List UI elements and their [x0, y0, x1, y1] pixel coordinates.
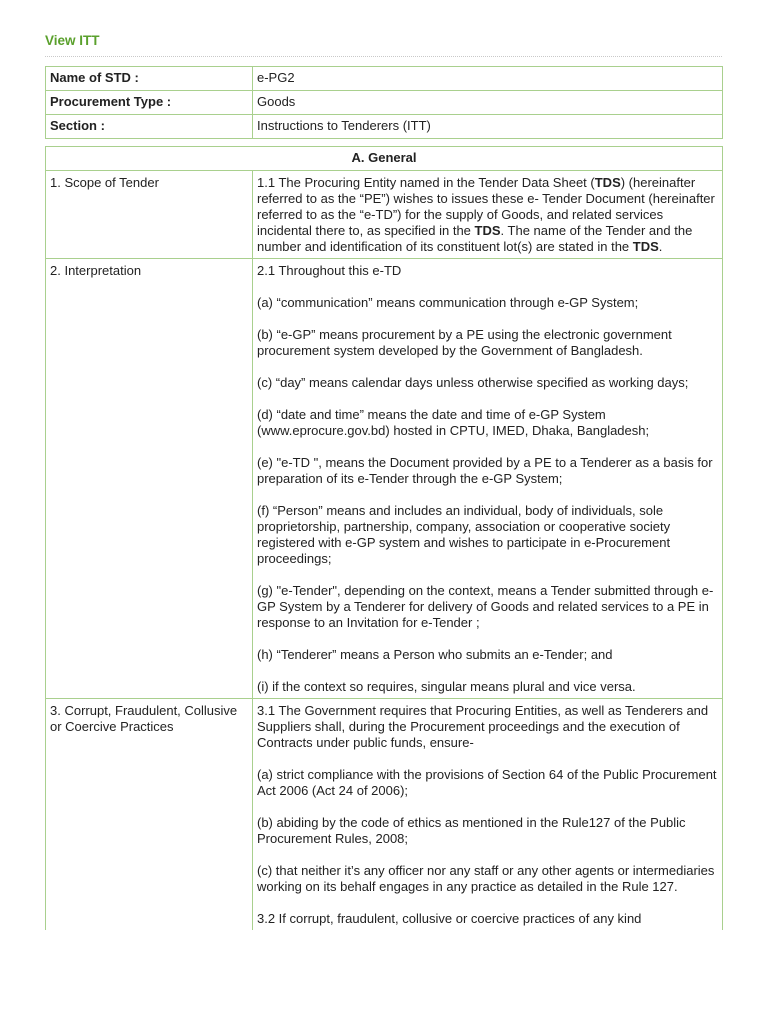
section-value: Instructions to Tenderers (ITT)	[253, 115, 723, 139]
std-name-label: Name of STD :	[46, 67, 253, 91]
table-row	[46, 67, 723, 91]
clause-label: 3. Corrupt, Fraudulent, Collusive or Coercive Practices	[46, 699, 253, 931]
paragraph: (e) "e-TD ", means the Document provided by a PE to a Tenderer as a basis for preparation of its e-Tender through the e-GP System;	[257, 455, 713, 486]
paragraph: 3.1 The Government requires that Procuring Entities, as well as Tenderers and Suppliers shall, during the Procurement proceedings and the execution of Contracts under public funds, ensure-	[257, 703, 709, 750]
paragraph: 3.2 If corrupt, fraudulent, collusive or coercive practices of any kind	[257, 911, 642, 926]
paragraph: (i) if the context so requires, singular means plural and vice versa.	[257, 679, 636, 694]
paragraph: (b) “e-GP” means procurement by a PE using the electronic government procurement system developed by the Government of Bangladesh.	[257, 327, 672, 358]
paragraph: (h) “Tenderer” means a Person who submits an e-Tender; and	[257, 647, 613, 662]
itt-clauses-table	[45, 146, 723, 930]
paragraph: 1.1 The Procuring Entity named in the Tender Data Sheet (TDS) (hereinafter referred to as the “PE”) wishes to issues these e- Tender Document (hereinafter referred to as the “e-TD”) for the supply of Goods, and related services incidental there to, as specified in the TDS. The name of the Tender and the number and identification of its constituent lot(s) are stated in the TDS.	[257, 175, 715, 254]
procurement-type-value: Goods	[253, 91, 723, 115]
paragraph: (a) “communication” means communication through e-GP System;	[257, 295, 639, 310]
paragraph: 2.1 Throughout this e-TD	[257, 263, 402, 278]
title-divider	[45, 56, 722, 57]
table-row	[46, 699, 723, 931]
paragraph: (b) abiding by the code of ethics as mentioned in the Rule127 of the Public Procurement Rules, 2008;	[257, 815, 686, 846]
clause-body	[253, 699, 723, 931]
std-name-value: e-PG2	[253, 67, 723, 91]
paragraph: (g) "e-Tender", depending on the context, means a Tender submitted through e-GP System by a Tenderer for delivery of Goods and related services to a PE in response to an Invitation for e-Tender ;	[257, 583, 714, 630]
clause-body	[253, 171, 723, 259]
page-title: View ITT	[45, 33, 100, 48]
paragraph: (c) “day” means calendar days unless otherwise specified as working days;	[257, 375, 689, 390]
section-header-row	[46, 147, 723, 171]
clause-body	[253, 259, 723, 699]
section-label: Section :	[46, 115, 253, 139]
clause-label: 2. Interpretation	[46, 259, 253, 699]
procurement-type-label: Procurement Type :	[46, 91, 253, 115]
paragraph: (d) “date and time” means the date and time of e-GP System (www.eprocure.gov.bd) hosted in CPTU, IMED, Dhaka, Bangladesh;	[257, 407, 650, 438]
table-row	[46, 171, 723, 259]
table-row	[46, 259, 723, 699]
paragraph: (c) that neither it’s any officer nor any staff or any other agents or intermediaries working on its behalf engages in any practice as detailed in the Rule 127.	[257, 863, 715, 894]
std-info-table	[45, 66, 723, 139]
table-row	[46, 115, 723, 139]
paragraph: (a) strict compliance with the provisions of Section 64 of the Public Procurement Act 2006 (Act 24 of 2006);	[257, 767, 717, 798]
paragraph: (f) “Person” means and includes an individual, body of individuals, sole proprietorship, partnership, company, association or cooperative society registered with e-GP system and wishes to participate in e-Procurement proceedings;	[257, 503, 671, 566]
section-heading: A. General	[46, 147, 723, 171]
table-row	[46, 91, 723, 115]
clause-label: 1. Scope of Tender	[46, 171, 253, 259]
